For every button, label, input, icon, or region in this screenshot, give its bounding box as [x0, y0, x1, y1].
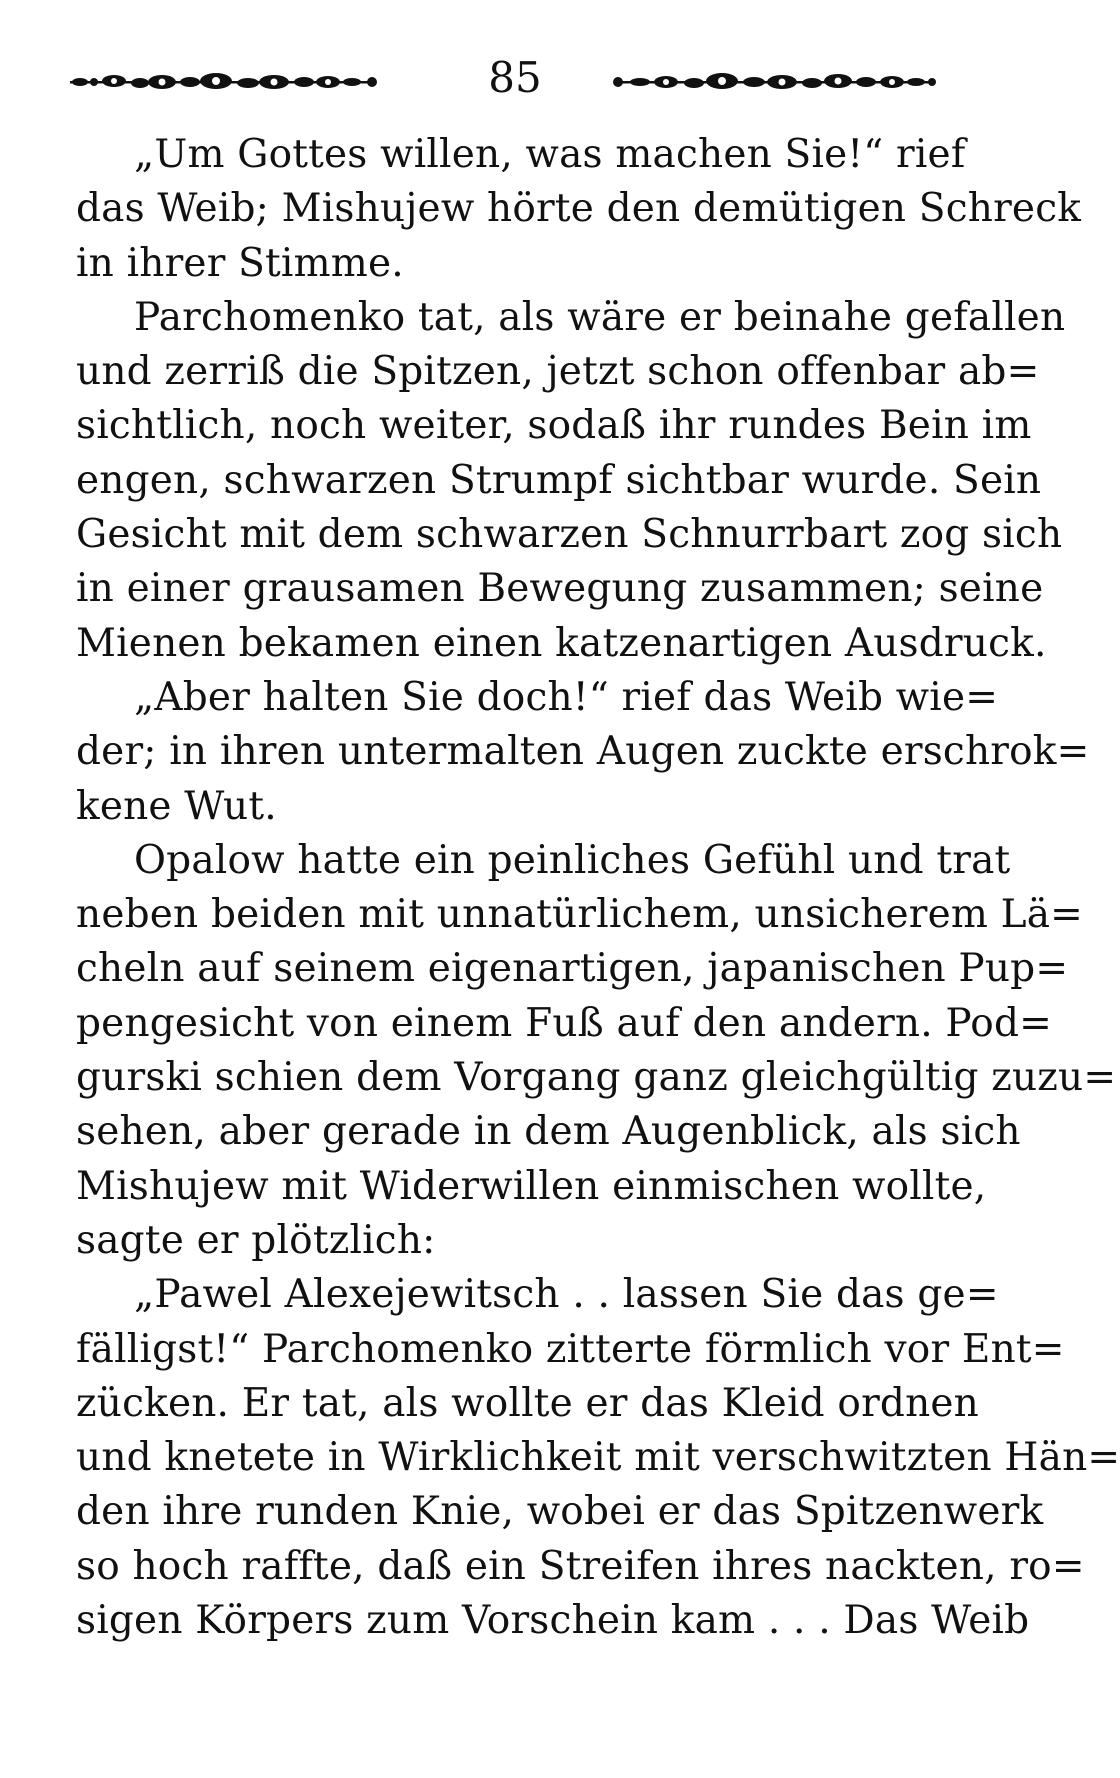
text-line: engen, schwarzen Strumpf sichtbar wurde. Sein [76, 457, 1042, 503]
text-line: sagte er plötzlich: [76, 1217, 436, 1263]
text-line: kene Wut. [76, 783, 277, 829]
text-line: sigen Körpers zum Vorschein kam . . . Das Weib [76, 1598, 1030, 1644]
text-line: in ihrer Stimme. [76, 240, 404, 286]
text-line: sehen, aber gerade in dem Augenblick, als sich [76, 1109, 1021, 1155]
page-number: 85 [488, 53, 542, 102]
text-line: sichtlich, noch weiter, sodaß ihr rundes Bein im [76, 403, 1032, 449]
text-line: neben beiden mit unnatürlichem, unsicherem Lä= [76, 892, 1084, 938]
left-ornament-icon [70, 70, 385, 94]
page-header [70, 48, 940, 108]
text-line: Opalow hatte ein peinliches Gefühl und trat [134, 837, 1011, 883]
text-line: so hoch raffte, daß ein Streifen ihres nackten, ro= [76, 1543, 1085, 1589]
text-line: das Weib; Mishujew hörte den demütigen Schreck [76, 186, 1082, 232]
text-line: Mienen bekamen einen katzenartigen Ausdruck. [76, 620, 1047, 666]
text-line: in einer grausamen Bewegung zusammen; seine [76, 566, 1044, 612]
text-line: den ihre runden Knie, wobei er das Spitzenwerk [76, 1489, 1044, 1535]
text-line: „Um Gottes willen, was machen Sie!“ rief [134, 132, 966, 177]
text-line: Parchomenko tat, als wäre er beinahe gefallen [134, 294, 1066, 340]
text-line: zücken. Er tat, als wollte er das Kleid ordnen [76, 1380, 980, 1426]
text-line: Gesicht mit dem schwarzen Schnurrbart zog sich [76, 512, 1063, 558]
text-line: pengesicht von einem Fuß auf den andern. Pod= [76, 1000, 1053, 1046]
body-text [76, 128, 1120, 1648]
text-line: gurski schien dem Vorgang ganz gleichgültig zuzu= [76, 1055, 1117, 1101]
text-line: „Pawel Alexejewitsch . . lassen Sie das ge= [134, 1272, 999, 1318]
text-line: cheln auf seinem eigenartigen, japanischen Pup= [76, 946, 1069, 992]
text-line: und zerriß die Spitzen, jetzt schon offenbar ab= [76, 349, 1040, 395]
right-ornament-icon [610, 70, 940, 94]
text-line: und knetete in Wirklichkeit mit verschwitzten Hän= [76, 1435, 1120, 1481]
text-line: Mishujew mit Widerwillen einmischen wollte, [76, 1163, 987, 1209]
text-line: fälligst!“ Parchomenko zitterte förmlich vor Ent= [76, 1326, 1065, 1372]
text-line: der; in ihren untermalten Augen zuckte erschrok= [76, 729, 1090, 775]
text-line: „Aber halten Sie doch!“ rief das Weib wie= [134, 674, 999, 720]
